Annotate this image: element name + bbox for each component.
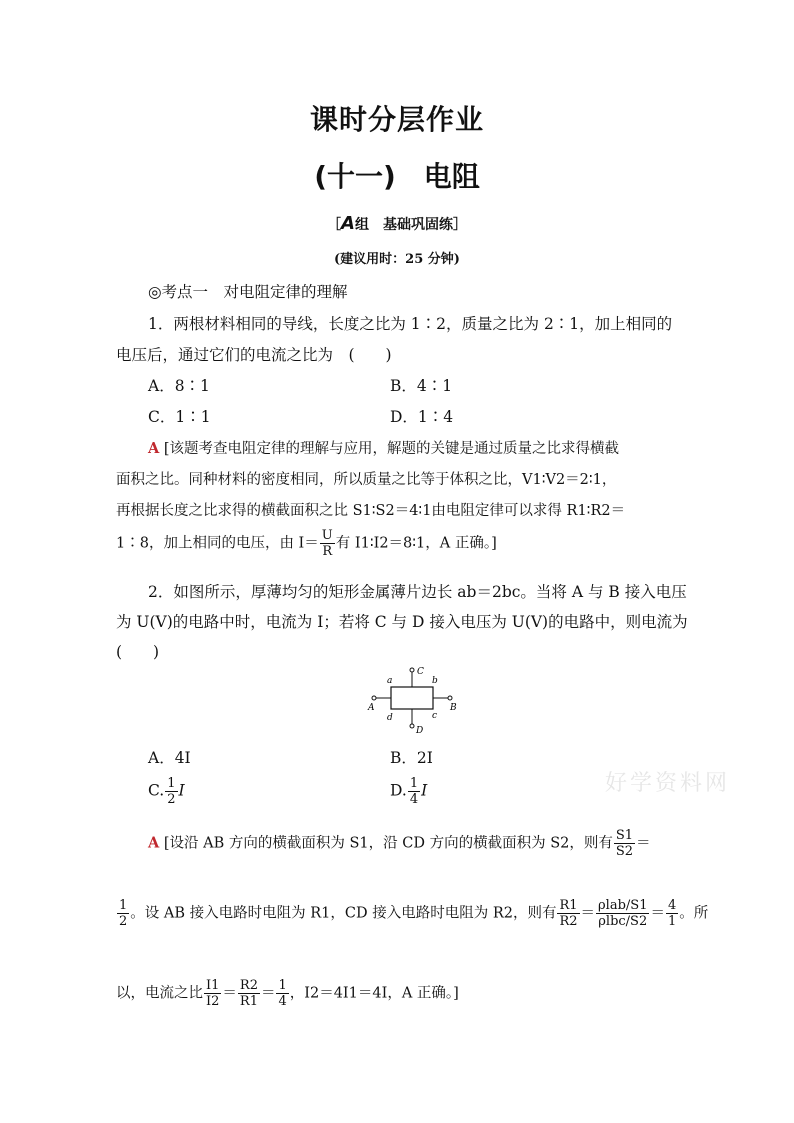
group-letter: A	[341, 213, 355, 234]
q2-b1-pre: [设沿 AB 方向的横截面积为 S1，沿 CD 方向的横截面积为 S2，则有	[163, 835, 613, 852]
fraction-quarter	[408, 776, 420, 807]
q1-answer-text1: [该题考查电阻定律的理解与应用，解题的关键是通过质量之比求得横截	[163, 441, 620, 457]
q1-option-a: A．8∶1	[148, 377, 210, 395]
frac-den: 2	[167, 792, 176, 807]
terminal-c	[410, 668, 414, 672]
frac-den: ρlbc/S2	[598, 914, 648, 929]
section-heading: ◎考点一 对电阻定律的理解	[148, 283, 348, 301]
q2-b1-post: ＝	[636, 835, 651, 852]
circuit-figure	[366, 662, 462, 736]
optc-pre: C.	[148, 781, 165, 800]
eq: ＝	[222, 985, 237, 1002]
frac-den: 1	[667, 914, 677, 929]
fraction-u-over-r	[320, 528, 335, 559]
q2-b3-pre: 以，电流之比	[116, 985, 203, 1002]
time-note: (建议用时：25 分钟)	[334, 252, 460, 267]
label-A: A	[368, 703, 375, 713]
label-d: d	[387, 713, 393, 723]
frac-num: U	[321, 528, 333, 543]
q1-answer-letter: A	[148, 440, 160, 457]
terminal-a	[372, 696, 376, 700]
fraction-four	[666, 898, 678, 929]
frac-den: S2	[615, 844, 634, 859]
q2-answer-line1	[148, 828, 651, 859]
fraction-half	[165, 776, 177, 807]
frac-num: I1	[206, 978, 220, 993]
group-text: 组 基础巩固练	[354, 217, 453, 233]
frac-den: 4	[278, 994, 287, 1009]
eq: ＝	[260, 985, 276, 1002]
frac-num: 1	[278, 978, 287, 993]
q2-answer-line2	[116, 898, 708, 929]
frac-num: ρlab/S1	[598, 898, 648, 913]
q1-line1: 1．两根材料相同的导线，长度之比为 1∶2，质量之比为 2∶1，加上相同的	[148, 315, 673, 333]
q2-b2-mid: 。设 AB 接入电路时电阻为 R1，CD 接入电路时电阻为 R2，则有	[130, 905, 557, 922]
frac-num: S1	[615, 828, 634, 843]
q1-line2: 电压后，通过它们的电流之比为 ( )	[116, 346, 392, 364]
terminal-b	[448, 696, 452, 700]
q2-option-a: A．4I	[148, 749, 191, 767]
label-D: D	[416, 726, 424, 736]
frac-den: 2	[119, 914, 128, 929]
q2-option-b: B．2I	[390, 749, 433, 767]
frac-den: I2	[206, 994, 220, 1009]
fraction-r1-r2	[557, 898, 579, 929]
frac-num: 1	[167, 776, 176, 791]
fraction-rho-ratio	[596, 898, 649, 929]
eq: ＝	[650, 905, 665, 922]
frac-num: 4	[667, 898, 677, 913]
q1-answer-line2: 面积之比。同种材料的密度相同，所以质量之比等于体积之比，V1∶V2＝2∶1，	[116, 472, 617, 488]
metal-sheet-rect	[391, 687, 433, 709]
frac-num: R1	[559, 898, 578, 913]
q1-option-b: B．4∶1	[390, 377, 453, 395]
q1-answer-line1	[148, 437, 619, 458]
q2-option-d	[390, 776, 427, 807]
bracket-right: ］	[452, 217, 467, 233]
fraction-one-quarter	[276, 978, 288, 1009]
group-label	[0, 213, 794, 234]
label-B: B	[450, 703, 457, 713]
frac-den: R1	[239, 994, 258, 1009]
q2-line2: 为 U(V)的电路中时，电流为 I；若将 C 与 D 接入电压为 U(V)的电路中，则电流为	[116, 613, 688, 631]
frac-den: R2	[559, 914, 578, 929]
terminal-d	[410, 724, 414, 728]
q2-line3: ( )	[116, 643, 160, 661]
optd-post: I	[421, 781, 428, 800]
q1-a4-post: 有 I1∶I2＝8∶1，A 正确。]	[335, 535, 497, 552]
q1-a4-pre: 1∶8，加上相同的电压，由 I＝	[116, 535, 319, 552]
frac-den: 4	[409, 792, 419, 807]
q2-b2-post: 。所	[679, 905, 709, 922]
label-C: C	[417, 667, 424, 677]
q1-answer-line3: 再根据长度之比求得的横截面积之比 S1∶S2＝4∶1由电阻定律可以求得 R1∶R2＝	[116, 503, 626, 519]
fraction-one-half	[117, 898, 129, 929]
frac-num: 1	[119, 898, 128, 913]
label-a: a	[387, 676, 393, 686]
page-title: 课时分层作业	[309, 103, 484, 136]
fraction-i1-i2	[204, 978, 221, 1009]
q2-answer-line3	[116, 978, 459, 1009]
page-subtitle: (十一) 电阻	[314, 160, 480, 193]
label-b: b	[432, 676, 438, 686]
fraction-s1-s2	[614, 828, 635, 859]
optc-post: I	[178, 781, 185, 800]
q2-answer-letter: A	[148, 834, 160, 852]
fraction-r2-r1	[238, 978, 260, 1009]
frac-num: 1	[409, 776, 419, 791]
bracket-left: ［	[327, 217, 342, 233]
q1-answer-line4	[116, 528, 497, 559]
frac-den: R	[322, 544, 333, 559]
eq: ＝	[580, 905, 596, 922]
frac-num: R2	[239, 978, 258, 993]
watermark: 好学资料网	[605, 771, 731, 796]
q2-b3-post: ，I2＝4I1＝4I，A 正确。]	[289, 985, 459, 1002]
q1-option-d: D．1∶4	[390, 408, 454, 426]
q2-line1: 2．如图所示，厚薄均匀的矩形金属薄片边长 ab＝2bc。当将 A 与 B 接入电压	[148, 583, 687, 601]
q1-option-c: C．1∶1	[148, 408, 211, 426]
optd-pre: D.	[390, 781, 407, 800]
q2-option-c	[148, 776, 185, 807]
label-c: c	[432, 711, 438, 721]
